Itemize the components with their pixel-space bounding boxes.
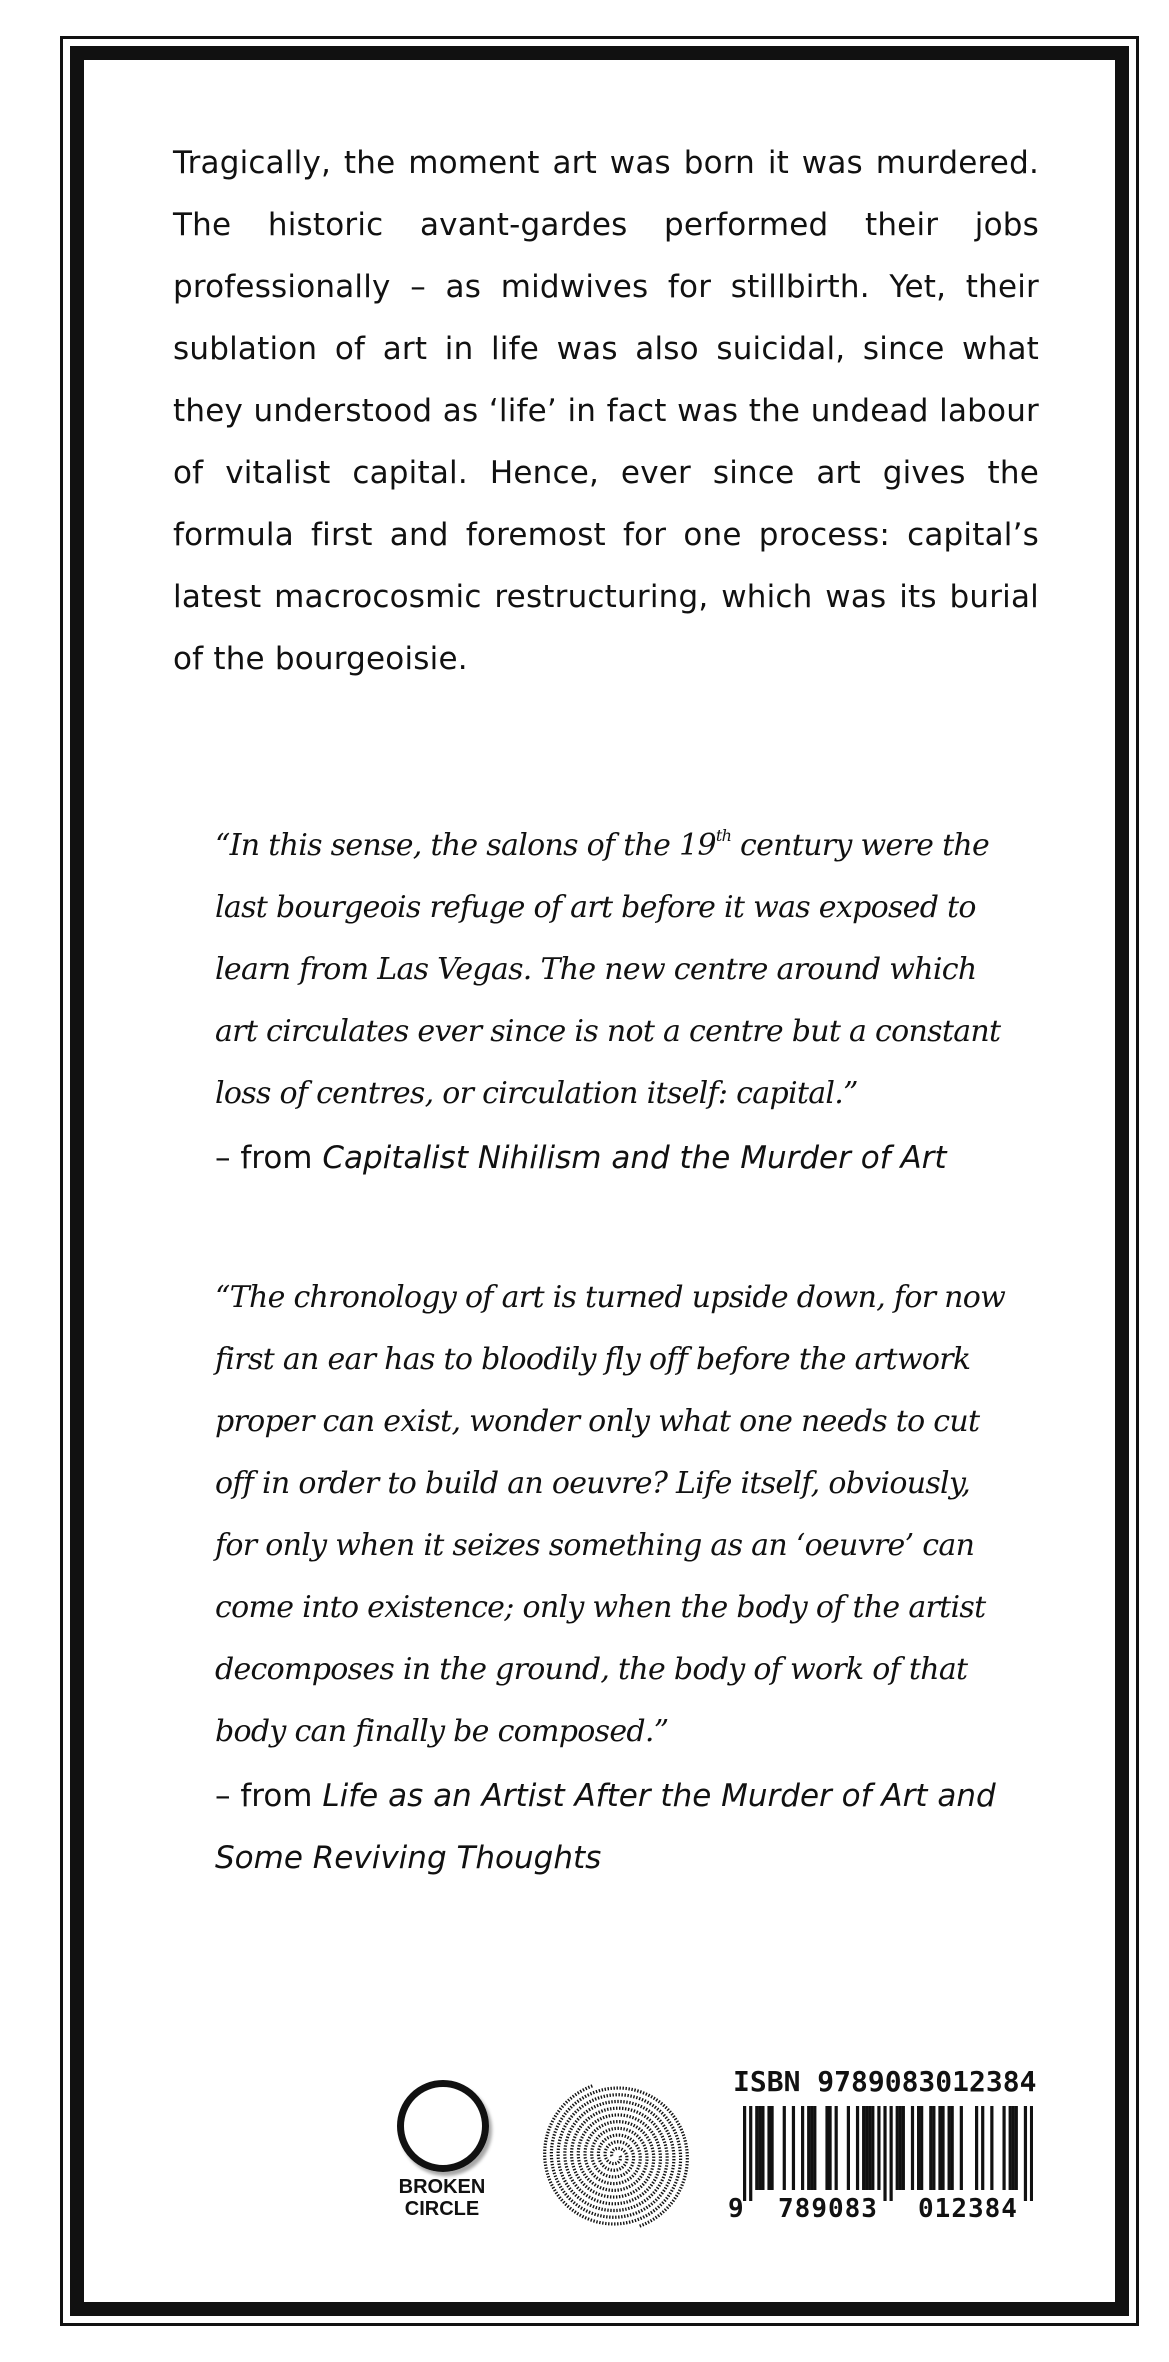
barcode-bar [801, 2106, 804, 2190]
barcode-guard-bar [743, 2106, 746, 2201]
barcode-bar [761, 2106, 764, 2190]
barcode-bar [792, 2106, 795, 2190]
barcode-bar [810, 2106, 813, 2190]
barcode-guard-bar [1030, 2106, 1033, 2201]
quote-block-2 [215, 1267, 1015, 1889]
quote-1-source-title: Capitalist Nihilism and the Murder of Art [322, 1140, 947, 1176]
barcode-bar [755, 2106, 758, 2190]
barcode-digits-left: 789083 [778, 2194, 878, 2224]
barcode-digits [728, 2194, 1048, 2224]
barcode-bar [948, 2106, 951, 2190]
barcode-bar [990, 2106, 993, 2190]
barcode-bar [1015, 2106, 1018, 2190]
quote-2-source [215, 1765, 1015, 1889]
barcode-digits-right: 012384 [918, 2194, 1018, 2224]
spiral-icon [538, 2078, 694, 2234]
barcode-bar [877, 2106, 880, 2190]
barcode-bar [865, 2106, 868, 2190]
barcode-bars [743, 2106, 1033, 2201]
quote-1-text-rest: century were the last bourgeois refuge of art before it was exposed to learn from Las Vegas. The new centre around which art circulates ever since is not a centre but a constant loss of centres, or circulation itself: capital.” [215, 828, 1001, 1111]
intro-paragraph: Tragically, the moment art was born it was murdered. The historic avant-gardes performed their jobs professionally – as midwives for stillbirth. Yet, their sublation of art in life was also suicidal, since what they understood as ‘life’ in fact was the undead labour of vitalist capital. Hence, ever since art gives the formula first and foremost for one process: capital’s latest macrocosmic restructuring, which was its burial of the bourgeoisie. [173, 145, 1039, 677]
broken-circle-logo-label [392, 2176, 492, 2220]
quote-2-source-title: Life as an Artist After the Murder of Art and Some Reviving Thoughts [215, 1778, 996, 1876]
barcode-bar [862, 2106, 865, 2190]
barcode-bar [835, 2106, 838, 2190]
barcode-bar [941, 2106, 944, 2190]
barcode-bar [938, 2106, 941, 2190]
barcode-bar [960, 2106, 963, 2190]
quote-block-1 [215, 815, 1015, 1189]
quote-1-source [215, 1127, 1015, 1189]
barcode-guard-bar [749, 2106, 752, 2201]
logo-label-line-1: BROKEN [398, 2176, 486, 2198]
barcode-guard-bar [883, 2106, 886, 2201]
quote-2-text: “The chronology of art is turned upside down, for now first an ear has to bloodily fly off before the artwork proper can exist, wonder only what one needs to cut off in order to build an oeuvre? Life itself, obviously, for only when it seizes something as an ‘oeuvre’ can come into existence; only when the body of the artist decomposes in the ground, the body of work of that body can finally be composed.” [215, 1280, 1006, 1749]
barcode-guard-bar [890, 2106, 893, 2201]
barcode-bar [1002, 2106, 1005, 2190]
barcode-bar [767, 2106, 770, 2190]
barcode-bar [847, 2106, 850, 2190]
barcode-bar [911, 2106, 914, 2190]
quote-1-source-prefix: – from [215, 1140, 323, 1176]
broken-circle-logo [392, 2078, 492, 2228]
barcode-bar [899, 2106, 902, 2190]
barcode-bar [975, 2106, 978, 2190]
broken-circle-ring-icon [397, 2080, 489, 2172]
barcode-bar [871, 2106, 874, 2190]
barcode-digit-first: 9 [728, 2194, 744, 2224]
barcode-bar [770, 2106, 773, 2190]
barcode-bar [951, 2106, 954, 2190]
barcode-bar [929, 2106, 932, 2190]
barcode-bar [896, 2106, 899, 2190]
barcode-bar [828, 2106, 831, 2190]
barcode-guard-bar [1024, 2106, 1027, 2201]
quote-1-text [215, 815, 1015, 1125]
barcode-bar [932, 2106, 935, 2190]
barcode-bar [902, 2106, 905, 2190]
logo-label-line-2: CIRCLE [404, 2198, 480, 2220]
barcode-bar [1012, 2106, 1015, 2190]
barcode-bar [783, 2106, 786, 2190]
barcode-bar [1009, 2106, 1012, 2190]
isbn-label: ISBN 9789083012384 [733, 2065, 1037, 2098]
quote-1-text-start: “In this sense, the salons of the 19 [215, 828, 716, 863]
barcode-bar [868, 2106, 871, 2190]
barcode-bar [825, 2106, 828, 2190]
barcode-bar [807, 2106, 810, 2190]
barcode-bar [813, 2106, 816, 2190]
barcode-bar [920, 2106, 923, 2190]
barcode-bar [981, 2106, 984, 2190]
barcode-bar [917, 2106, 920, 2190]
quote-2-source-prefix: – from [215, 1778, 323, 1814]
isbn-barcode [728, 2065, 1043, 2236]
quote-1-ordinal-suffix: th [715, 826, 732, 845]
barcode-bar [856, 2106, 859, 2190]
barcode-bar [758, 2106, 761, 2190]
